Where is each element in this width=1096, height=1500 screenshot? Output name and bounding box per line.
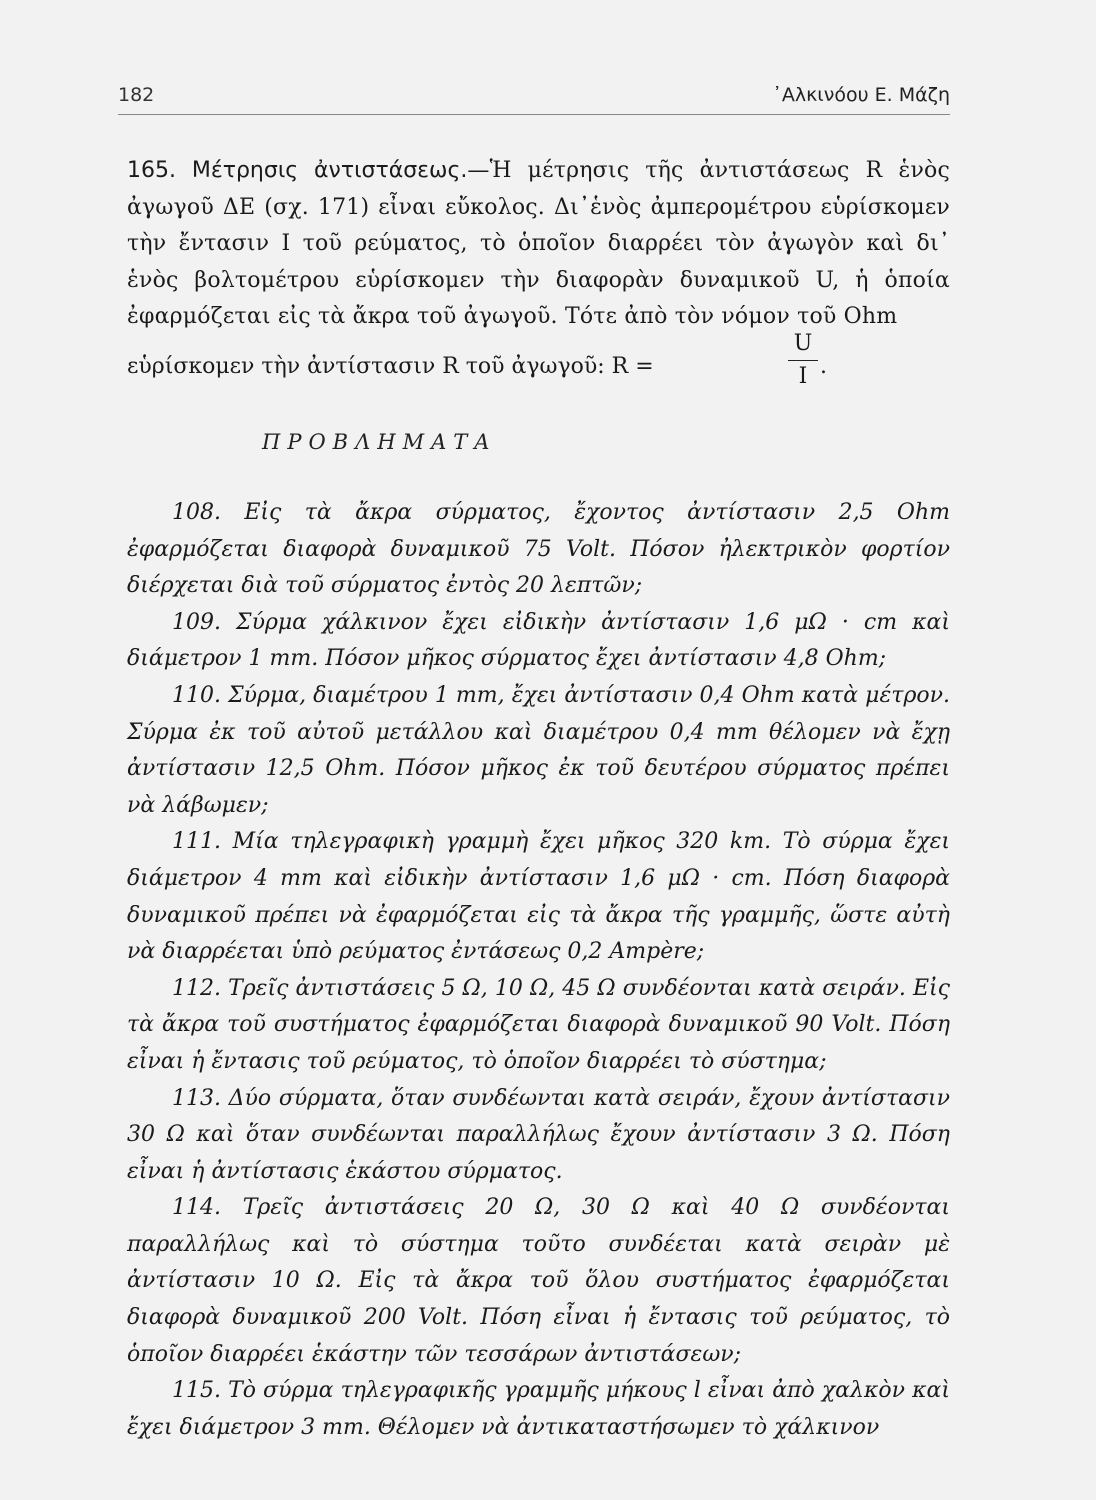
problem-115 bbox=[127, 1373, 950, 1446]
problem-text: Τὸ σύρμα τηλεγραφικῆς γραμμῆς μήκους l εἶναι ἀπὸ χαλκὸν καὶ ἔχει διάμετρον 3 mm. Θέλομεν νὰ ἀντικαταστήσωμεν τὸ χάλκινον bbox=[127, 1378, 950, 1440]
problem-number: 115. bbox=[172, 1378, 221, 1404]
problem-number: 114. bbox=[172, 1195, 221, 1221]
problem-number: 109. bbox=[172, 609, 221, 635]
problem-number: 110. bbox=[172, 682, 221, 708]
problem-text: Σύρμα χάλκινον ἔχει εἰδικὴν ἀντίστασιν 1,6 μΩ · cm καὶ διάμετρον 1 mm. Πόσον μῆκος σύρματος ἔχει ἀντίστασιν 4,8 Ohm; bbox=[127, 609, 950, 672]
problem-number: 112. bbox=[172, 975, 221, 1001]
running-title: ᾿Αλκινόου Ε. Μάζη bbox=[772, 84, 950, 106]
problems-list bbox=[127, 495, 950, 1446]
problem-113 bbox=[127, 1081, 950, 1191]
problem-112 bbox=[127, 971, 950, 1081]
problem-text: Δύο σύρματα, ὅταν συνδέωνται κατὰ σειράν, ἔχουν ἀντίστασιν 30 Ω καὶ ὅταν συνδέωνται παραλλήλως ἔχουν ἀντίστασιν 3 Ω. Πόση εἶναι ἡ ἀντίστασις ἑκάστου σύρματος. bbox=[127, 1085, 950, 1184]
problem-text: Τρεῖς ἀντιστάσεις 5 Ω, 10 Ω, 45 Ω συνδέονται κατὰ σειράν. Εἰς τὰ ἄκρα τοῦ συστήματος ἐφαρμόζεται διαφορὰ δυναμικοῦ 90 Volt. Πόση εἶναι ἡ ἔντασις τοῦ ρεύματος, τὸ ὁποῖον διαρρέει τὸ σύστημα; bbox=[127, 975, 950, 1074]
problem-number: 111. bbox=[172, 829, 221, 855]
fraction-numerator: U bbox=[793, 331, 813, 356]
problem-number: 108. bbox=[172, 500, 221, 525]
formula-line bbox=[127, 330, 950, 390]
formula-lead: εὑρίσκομεν τὴν ἀντίστασιν R τοῦ ἀγωγοῦ: R = bbox=[127, 354, 654, 379]
problem-text: Μία τηλεγραφικὴ γραμμὴ ἔχει μῆκος 320 km. Τὸ σύρμα ἔχει διάμετρον 4 mm καὶ εἰδικὴν ἀντίστασιν 1,6 μΩ · cm. Πόση διαφορὰ δυναμικοῦ πρέπει νὰ ἐφαρμόζεται εἰς τὰ ἄκρα τῆς γραμμῆς, ὥστε αὐτὴ νὰ διαρρέεται ὑπὸ ρεύματος ἐντάσεως 0,2 Ampère; bbox=[127, 829, 950, 965]
problems-title: ΠΡΟΒΛΗΜΑΤΑ bbox=[262, 430, 497, 454]
problem-114 bbox=[127, 1190, 950, 1373]
problem-text: Εἰς τὰ ἄκρα σύρματος, ἔχοντος ἀντίστασιν 2,5 Ohm ἐφαρμόζεται διαφορὰ δυναμικοῦ 75 Volt. Πόσον ἠλεκτρικὸν φορτίον διέρχεται διὰ τοῦ σύρματος ἐντὸς 20 λεπτῶν; bbox=[127, 500, 951, 599]
problem-number: 113. bbox=[172, 1085, 221, 1111]
section-165 bbox=[127, 153, 950, 336]
page-header bbox=[118, 84, 950, 116]
problem-110 bbox=[127, 678, 950, 824]
formula-end: . bbox=[820, 354, 827, 379]
problem-108 bbox=[127, 495, 950, 605]
problem-text: Σύρμα, διαμέτρου 1 mm, ἔχει ἀντίστασιν 0,4 Ohm κατὰ μέτρον. Σύρμα ἐκ τοῦ αὐτοῦ μετάλλου καὶ διαμέτρου 0,4 mm θέλομεν νὰ ἔχῃ ἀντίστασιν 12,5 Ohm. Πόσον μῆκος ἐκ τοῦ δευτέρου σύρματος πρέπει νὰ λάβωμεν; bbox=[127, 682, 950, 818]
problem-111 bbox=[127, 824, 950, 970]
problem-text: Τρεῖς ἀντιστάσεις 20 Ω, 30 Ω καὶ 40 Ω συνδέονται παραλλήλως καὶ τὸ σύστημα τοῦτο συνδέεται κατὰ σειρὰν μὲ ἀντίστασιν 10 Ω. Εἰς τὰ ἄκρα τοῦ ὅλου συστήματος ἐφαρμόζεται διαφορὰ δυναμικοῦ 200 Volt. Πόση εἶναι ἡ ἔντασις τοῦ ρεύματος, τὸ ὁποῖον διαρρέει ἑκάστην τῶν τεσσάρων ἀντιστάσεων; bbox=[127, 1195, 950, 1367]
page-number: 182 bbox=[118, 84, 155, 106]
fraction-bar bbox=[788, 360, 818, 361]
header-rule bbox=[118, 114, 950, 115]
problem-109 bbox=[127, 605, 950, 678]
section-body: —Ἡ μέτρησις τῆς ἀντιστάσεως R ἑνὸς ἀγωγοῦ ΔΕ (σχ. 171) εἶναι εὔκολος. Δι᾿ἑνὸς ἀμπερομέτρου εὑρίσκομεν τὴν ἔντασιν I τοῦ ρεύματος, τὸ ὁποῖον διαρρέει τὸν ἀγωγὸν καὶ δι᾿ ἑνὸς βολτομέτρου εὑρίσκομεν τὴν διαφορὰν δυναμικοῦ U, ἡ ὁποία ἐφαρμόζεται εἰς τὰ ἄκρα τοῦ ἀγωγοῦ. Τότε ἀπὸ τὸν νόμον τοῦ Ohm bbox=[127, 158, 950, 330]
ohm-law-fraction bbox=[788, 330, 818, 391]
fraction-denominator: I bbox=[798, 364, 808, 389]
section-heading: 165. Μέτρησις ἀντιστάσεως. bbox=[127, 158, 468, 183]
